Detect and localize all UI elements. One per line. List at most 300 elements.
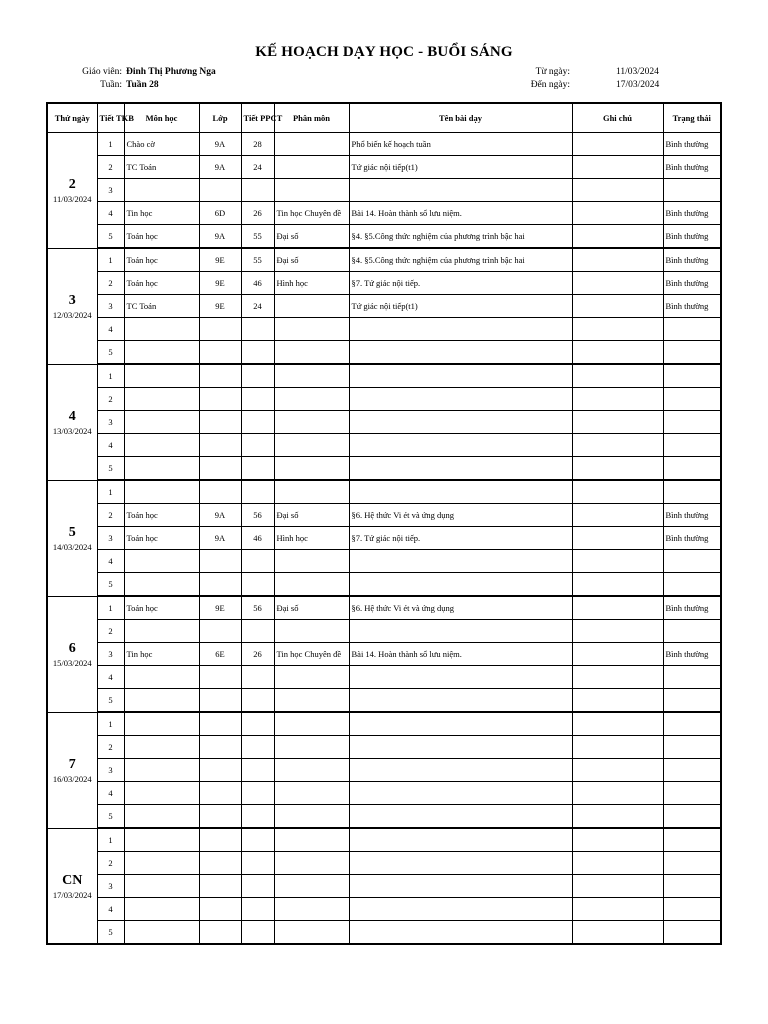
col-header-branch: Phân môn [274,103,349,133]
cell-lesson [349,666,572,689]
cell-lesson [349,828,572,852]
cell-ppct: 26 [241,202,274,225]
cell-ppct: 24 [241,156,274,179]
cell-note [572,759,663,782]
cell-class [199,179,241,202]
cell-status [663,411,721,434]
col-header-subject: Môn học [124,103,199,133]
cell-ppct [241,318,274,341]
cell-ppct [241,411,274,434]
cell-branch [274,712,349,736]
cell-branch [274,805,349,829]
week-label: Tuần: [100,80,122,90]
teacher-info [60,67,216,77]
cell-lesson [349,573,572,597]
cell-subject: Chào cờ [124,133,199,156]
cell-period: 5 [97,689,124,713]
cell-period: 1 [97,828,124,852]
week-value: Tuần 28 [126,80,159,90]
cell-period: 1 [97,248,124,272]
cell-branch [274,921,349,945]
cell-note [572,156,663,179]
cell-class: 9E [199,295,241,318]
cell-class [199,805,241,829]
cell-class [199,875,241,898]
table-row [47,202,721,225]
cell-subject [124,736,199,759]
cell-period: 4 [97,666,124,689]
cell-subject [124,318,199,341]
day-cell [47,133,97,249]
table-row [47,712,721,736]
cell-period: 3 [97,295,124,318]
cell-subject [124,828,199,852]
cell-note [572,875,663,898]
cell-note [572,782,663,805]
cell-lesson [349,411,572,434]
cell-status [663,828,721,852]
cell-note [572,202,663,225]
cell-note [572,388,663,411]
cell-status [663,736,721,759]
cell-branch [274,759,349,782]
cell-class: 9A [199,156,241,179]
cell-status: Bình thường [663,527,721,550]
table-row [47,480,721,504]
cell-period: 4 [97,202,124,225]
cell-subject [124,782,199,805]
cell-branch: Hình học [274,272,349,295]
cell-branch [274,480,349,504]
cell-ppct: 55 [241,248,274,272]
table-row [47,550,721,573]
cell-ppct [241,689,274,713]
cell-lesson [349,759,572,782]
table-row [47,852,721,875]
cell-note [572,295,663,318]
day-number: 5 [68,525,76,540]
table-row [47,457,721,481]
cell-period: 5 [97,805,124,829]
cell-class: 9E [199,596,241,620]
cell-status [663,341,721,365]
cell-class: 9A [199,504,241,527]
day-cell [47,364,97,480]
cell-ppct [241,364,274,388]
table-row [47,411,721,434]
cell-lesson [349,712,572,736]
cell-class [199,689,241,713]
cell-period: 3 [97,179,124,202]
cell-lesson: §4. §5.Công thức nghiệm của phương trình bậc hai [349,248,572,272]
cell-class [199,480,241,504]
cell-subject [124,712,199,736]
cell-subject [124,434,199,457]
cell-lesson: §7. Tứ giác nội tiếp. [349,527,572,550]
col-header-day: Thứ ngày [47,103,97,133]
cell-branch [274,852,349,875]
cell-status [663,388,721,411]
cell-status [663,434,721,457]
cell-branch: Tin học Chuyên đề [274,643,349,666]
col-header-status: Trạng thái [663,103,721,133]
cell-class [199,620,241,643]
cell-class: 9A [199,133,241,156]
cell-lesson [349,341,572,365]
table-row [47,828,721,852]
cell-lesson [349,898,572,921]
cell-branch [274,388,349,411]
cell-subject: Toán học [124,248,199,272]
cell-ppct [241,736,274,759]
cell-branch [274,898,349,921]
cell-ppct: 46 [241,527,274,550]
from-value: 11/03/2024 [616,67,659,77]
cell-class [199,782,241,805]
cell-class: 9A [199,527,241,550]
cell-lesson [349,364,572,388]
cell-period: 2 [97,620,124,643]
table-row [47,898,721,921]
cell-branch [274,156,349,179]
cell-ppct [241,921,274,945]
cell-branch [274,550,349,573]
cell-ppct [241,573,274,597]
cell-class [199,550,241,573]
cell-subject [124,388,199,411]
table-row [47,295,721,318]
cell-branch [274,133,349,156]
cell-status: Bình thường [663,596,721,620]
table-row [47,133,721,156]
cell-note [572,573,663,597]
cell-subject: Toán học [124,272,199,295]
cell-branch: Tin học Chuyên đề [274,202,349,225]
cell-class [199,759,241,782]
cell-class [199,736,241,759]
to-value: 17/03/2024 [616,80,660,90]
cell-class [199,921,241,945]
cell-ppct [241,666,274,689]
cell-period: 1 [97,133,124,156]
cell-note [572,666,663,689]
cell-note [572,712,663,736]
table-row [47,225,721,249]
cell-lesson [349,805,572,829]
cell-ppct: 56 [241,504,274,527]
cell-status [663,364,721,388]
table-row [47,736,721,759]
cell-lesson: §6. Hệ thức Vi ét và ứng dụng [349,596,572,620]
cell-lesson [349,875,572,898]
cell-ppct [241,759,274,782]
cell-period: 5 [97,457,124,481]
cell-period: 1 [97,596,124,620]
cell-branch [274,689,349,713]
day-date: 17/03/2024 [52,889,92,900]
table-row [47,782,721,805]
cell-period: 4 [97,782,124,805]
table-row [47,596,721,620]
cell-subject [124,759,199,782]
table-row [47,875,721,898]
table-row [47,921,721,945]
cell-status [663,782,721,805]
cell-lesson [349,550,572,573]
cell-subject [124,480,199,504]
table-row [47,643,721,666]
day-cell [47,596,97,712]
cell-ppct [241,805,274,829]
table-row [47,805,721,829]
col-header-class: Lớp [199,103,241,133]
day-cell [47,828,97,944]
day-date: 13/03/2024 [52,426,92,436]
cell-class [199,341,241,365]
cell-class: 9A [199,225,241,249]
table-row [47,248,721,272]
cell-lesson [349,434,572,457]
cell-subject [124,689,199,713]
day-date: 15/03/2024 [52,658,92,668]
cell-note [572,248,663,272]
cell-note [572,643,663,666]
day-date: 11/03/2024 [53,194,92,205]
cell-subject [124,921,199,945]
cell-ppct: 46 [241,272,274,295]
cell-note [572,272,663,295]
cell-period: 3 [97,759,124,782]
cell-period: 1 [97,480,124,504]
cell-ppct [241,620,274,643]
table-row [47,759,721,782]
cell-status [663,550,721,573]
day-number: 2 [68,177,76,193]
cell-ppct [241,480,274,504]
cell-class [199,457,241,481]
cell-period: 5 [97,573,124,597]
cell-class [199,411,241,434]
cell-note [572,457,663,481]
cell-subject: Toán học [124,596,199,620]
table-row [47,527,721,550]
table-header-row [47,103,721,133]
cell-lesson: §6. Hệ thức Vi ét và ứng dụng [349,504,572,527]
cell-ppct [241,898,274,921]
table-row [47,573,721,597]
cell-status [663,875,721,898]
cell-note [572,318,663,341]
cell-subject [124,666,199,689]
col-header-ppct: Tiết PPCT [241,103,274,133]
cell-branch [274,666,349,689]
cell-branch [274,318,349,341]
cell-class [199,388,241,411]
day-cell [47,248,97,364]
cell-note [572,898,663,921]
cell-note [572,620,663,643]
cell-note [572,434,663,457]
cell-status [663,179,721,202]
cell-branch [274,457,349,481]
cell-lesson [349,457,572,481]
cell-lesson [349,179,572,202]
cell-note [572,852,663,875]
cell-subject [124,898,199,921]
cell-class [199,364,241,388]
col-header-note: Ghi chú [572,103,663,133]
cell-lesson [349,782,572,805]
cell-ppct [241,457,274,481]
table-row [47,364,721,388]
cell-status [663,898,721,921]
cell-status [663,573,721,597]
cell-ppct [241,550,274,573]
cell-subject [124,411,199,434]
cell-subject [124,457,199,481]
cell-branch: Đại số [274,248,349,272]
table-body [47,133,721,945]
cell-branch: Hình học [274,527,349,550]
cell-branch [274,573,349,597]
cell-status [663,921,721,945]
cell-branch [274,364,349,388]
cell-lesson: Bài 14. Hoàn thành sổ lưu niệm. [349,643,572,666]
cell-ppct [241,434,274,457]
cell-lesson [349,318,572,341]
cell-status [663,759,721,782]
cell-period: 3 [97,411,124,434]
cell-branch [274,736,349,759]
cell-status: Bình thường [663,643,721,666]
cell-ppct: 55 [241,225,274,249]
cell-class [199,318,241,341]
cell-class [199,434,241,457]
cell-status [663,689,721,713]
col-header-period: Tiết TKB [97,103,124,133]
cell-lesson [349,736,572,759]
cell-branch: Đại số [274,596,349,620]
from-date-info [500,67,659,77]
cell-ppct: 26 [241,643,274,666]
col-header-lesson: Tên bài dạy [349,103,572,133]
cell-branch: Đại số [274,504,349,527]
cell-subject: TC Toán [124,156,199,179]
cell-class: 9E [199,272,241,295]
cell-period: 4 [97,898,124,921]
day-cell [47,712,97,828]
cell-branch [274,620,349,643]
cell-class [199,898,241,921]
table-row [47,341,721,365]
cell-ppct [241,828,274,852]
cell-note [572,411,663,434]
cell-note [572,921,663,945]
day-number: 3 [68,293,76,308]
cell-status: Bình thường [663,272,721,295]
cell-note [572,480,663,504]
cell-lesson [349,852,572,875]
cell-period: 3 [97,527,124,550]
cell-subject [124,573,199,597]
table-row [47,388,721,411]
cell-period: 5 [97,921,124,945]
cell-branch [274,179,349,202]
cell-status: Bình thường [663,202,721,225]
cell-note [572,133,663,156]
day-number: 7 [68,757,76,772]
cell-branch [274,828,349,852]
cell-note [572,504,663,527]
cell-status [663,852,721,875]
table-row [47,666,721,689]
table-row [47,434,721,457]
cell-class: 9E [199,248,241,272]
cell-class [199,828,241,852]
page-title: KẾ HOẠCH DẠY HỌC - BUỔI SÁNG [255,44,513,60]
cell-ppct: 56 [241,596,274,620]
cell-lesson: Phổ biến kế hoạch tuần [349,133,572,156]
cell-ppct [241,782,274,805]
day-number: CN [62,872,83,888]
cell-class [199,712,241,736]
cell-ppct: 28 [241,133,274,156]
cell-class: 6D [199,202,241,225]
cell-class [199,666,241,689]
cell-branch: Đại số [274,225,349,249]
cell-note [572,805,663,829]
cell-status: Bình thường [663,156,721,179]
lesson-plan-table [46,102,722,945]
cell-status [663,457,721,481]
cell-subject [124,341,199,365]
day-date: 16/03/2024 [52,774,92,784]
cell-note [572,364,663,388]
cell-status [663,480,721,504]
day-number: 4 [68,409,76,424]
cell-ppct [241,852,274,875]
cell-ppct [241,712,274,736]
cell-branch [274,875,349,898]
cell-status: Bình thường [663,248,721,272]
cell-subject [124,550,199,573]
teacher-label: Giáo viên: [82,67,122,77]
cell-period: 2 [97,272,124,295]
cell-note [572,179,663,202]
cell-lesson [349,388,572,411]
cell-lesson [349,480,572,504]
cell-ppct [241,179,274,202]
cell-status [663,318,721,341]
to-date-info [500,80,659,90]
cell-status [663,805,721,829]
cell-ppct [241,341,274,365]
cell-period: 4 [97,550,124,573]
table-row [47,504,721,527]
cell-lesson [349,620,572,643]
cell-period: 1 [97,712,124,736]
cell-subject [124,805,199,829]
cell-note [572,736,663,759]
cell-branch [274,782,349,805]
cell-note [572,689,663,713]
table-row [47,272,721,295]
cell-ppct [241,875,274,898]
table-row [47,179,721,202]
cell-status [663,666,721,689]
cell-subject [124,852,199,875]
cell-status: Bình thường [663,133,721,156]
